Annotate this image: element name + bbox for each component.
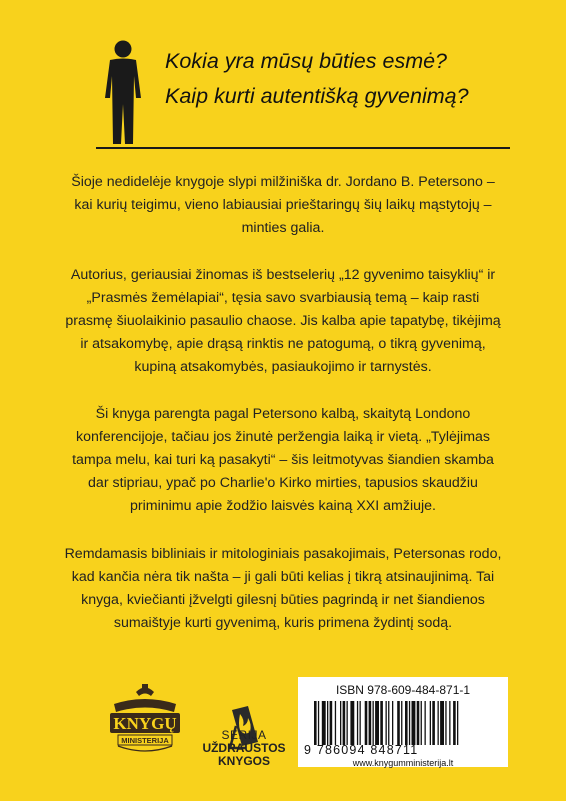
- paragraph-line: minties galia.: [241, 220, 325, 236]
- barcode-bar: [405, 701, 408, 745]
- headline-line-2: Kaip kurti autentišką gyvenimą?: [165, 84, 469, 108]
- barcode-bar: [392, 701, 393, 745]
- barcode-bar: [327, 701, 328, 745]
- barcode-bar: [318, 701, 319, 745]
- barcode-bar: [388, 701, 389, 745]
- barcode-bar: [397, 701, 400, 745]
- barcode-digits: 9 786094 848711: [304, 743, 419, 757]
- paragraph-1: [58, 171, 508, 240]
- paragraph-line: konferencijoje, tačiau jos žinutė peržengia laiką ir vietą. „Tylėjimas: [76, 429, 490, 445]
- barcode-bar: [425, 701, 426, 745]
- barcode-bar: [457, 701, 458, 745]
- barcode-bar: [335, 701, 336, 745]
- barcode-bar: [343, 701, 346, 745]
- barcode-bar: [412, 701, 416, 745]
- paragraph-line: priminimu apie žodžio laisvės kainą XXI amžiuje.: [130, 498, 436, 514]
- paragraph-line: Ši knyga parengta pagal Petersono kalbą, skaitytą Londono: [95, 406, 471, 422]
- paragraph-line: kupiną atsakomybės, pasiaukojimo ir tarnystės.: [134, 359, 432, 375]
- person-silhouette-icon: [100, 40, 146, 146]
- barcode-bar: [386, 701, 387, 745]
- barcode-bar: [365, 701, 368, 745]
- cover-headline: [165, 44, 555, 114]
- knygu-ministerija-logo: [104, 682, 186, 756]
- series-name-line-2: KNYGOS: [217, 754, 270, 768]
- paragraph-line: Remdamasis bibliniais ir mitologiniais pasakojimais, Petersonas rodo,: [64, 546, 502, 562]
- series-name-line-1: UŽDRAUSTOS: [202, 741, 286, 755]
- barcode-bar: [373, 701, 374, 745]
- barcode-bar: [347, 701, 348, 745]
- paragraph-3: [58, 403, 508, 518]
- barcode-bar: [421, 701, 422, 745]
- barcode-bar: [375, 701, 379, 745]
- barcode-bar: [409, 701, 410, 745]
- barcode-bar: [369, 701, 372, 745]
- paragraph-line: dar stipriau, ypač po Charlie'o Kirko mirties, tapusios skaudžiu: [88, 475, 478, 491]
- barcode-bar: [438, 701, 439, 745]
- publisher-url: www.knygumministerija.lt: [352, 758, 454, 768]
- paragraph-line: Šioje nedidelėje knygoje slypi milžiniška dr. Jordano B. Petersono –: [71, 174, 495, 190]
- barcode-bar: [445, 701, 446, 745]
- barcode-bar: [430, 701, 431, 745]
- barcode-bar: [417, 701, 420, 745]
- barcode-bar: [380, 701, 383, 745]
- barcode-bar: [432, 701, 435, 745]
- paragraph-line: tampa melu, kai turi ką pasakyti“ – šis leitmotyvas šiandien skamba: [72, 452, 494, 468]
- barcode-bar: [360, 701, 361, 745]
- barcode-bar: [449, 701, 450, 745]
- barcode-bar: [440, 701, 444, 745]
- paragraph-2: [58, 264, 508, 379]
- series-label: SERIJA: [221, 728, 267, 742]
- barcode-bar: [330, 701, 333, 745]
- headline-line-1: Kokia yra mūsų būties esmė?: [165, 49, 448, 73]
- paragraph-line: prasmę šiuolaikinio pasaulio chaose. Jis kalba apie tapatybę, tikėjimą: [65, 313, 501, 329]
- series-name: [200, 742, 288, 768]
- barcode-bar: [357, 701, 358, 745]
- paragraph-line: Autorius, geriausiai žinomas iš bestselerių „12 gyvenimo taisyklių“ ir: [70, 267, 496, 283]
- barcode-bar: [322, 701, 326, 745]
- barcode-bar: [453, 701, 456, 745]
- logo-knygu-text: KNYGŲ: [113, 714, 177, 733]
- paragraph-line: kad kančia nėra tik našta – ji gali būti kelias į tikrą atsinaujinimą. Tai: [71, 569, 495, 585]
- headline-divider: [96, 147, 510, 149]
- barcode-bar: [340, 701, 341, 745]
- paragraph-line: sumaištyje kurti gyvenimą, kuris primena žydintį sodą.: [113, 615, 453, 631]
- paragraph-line: ir atsakomybę, apie drąsą rinktis ne patogumą, o tikrą gyvenimą,: [80, 336, 486, 352]
- barcode-panel: [298, 677, 508, 767]
- paragraph-line: kai kurių teigimu, vieno labiausiai prieštaringų šių laikų mąstytojų –: [74, 197, 492, 213]
- paragraph-line: „Prasmės žemėlapiai“, tęsia savo svarbiausią temą – kaip rasti: [86, 290, 480, 306]
- isbn-text: ISBN 978-609-484-871-1: [335, 683, 471, 697]
- barcode-bar: [401, 701, 402, 745]
- paragraph-line: knyga, kviečianti įžvelgti gilesnį būties pagrindą ir net šiandienos: [81, 592, 485, 608]
- barcode-bar: [350, 701, 354, 745]
- barcode-bar: [314, 701, 317, 745]
- paragraph-4: [58, 543, 508, 635]
- barcode-bars: [314, 701, 498, 745]
- logo-ministerija-text: MINISTERIJA: [121, 736, 169, 745]
